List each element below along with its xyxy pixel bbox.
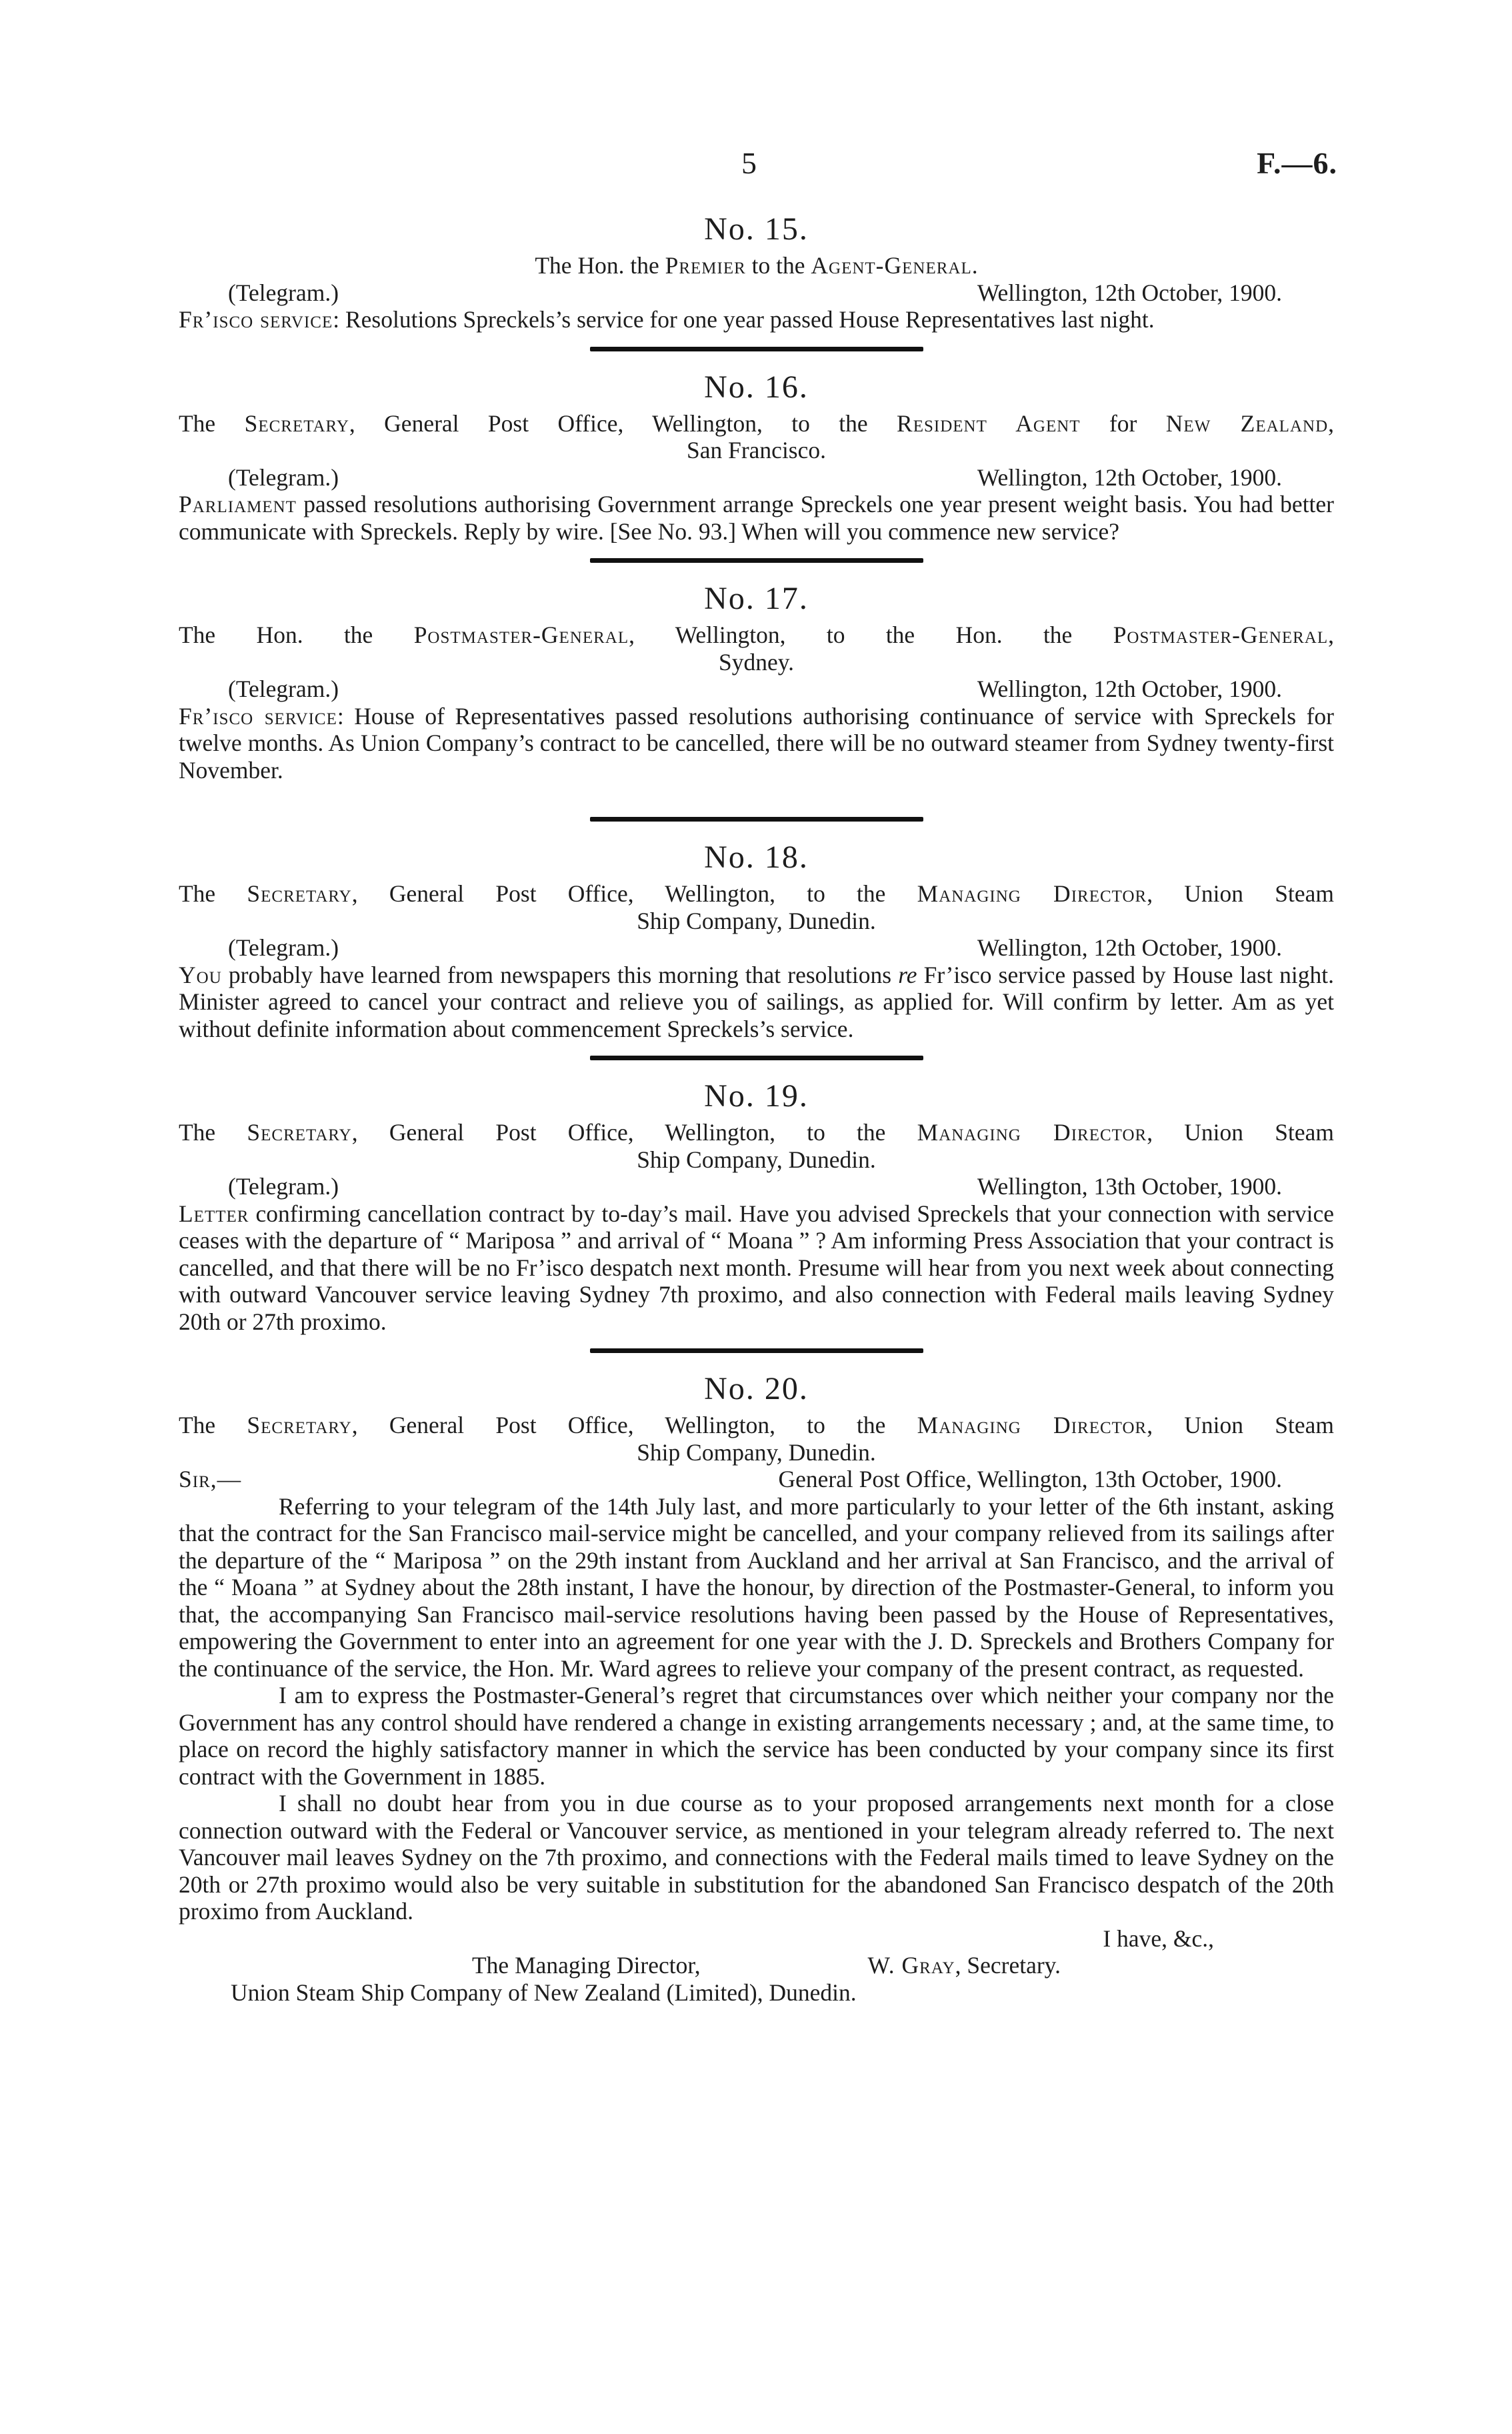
body-text: Fr’isco service passed by House last night. Minister agreed to cancel your contract and relieve you of sailings, as applied for. Will confirm by letter. Am as yet without definite information about commencement Spreckels’s service. — [179, 961, 1334, 1042]
page-number: 5 — [741, 146, 757, 180]
closing: I have, &c., — [1103, 1925, 1214, 1952]
route-line-continued: Sydney. — [718, 648, 795, 676]
section-divider — [590, 1348, 923, 1353]
salutation: Sir,— — [179, 1466, 242, 1492]
lead-word: You — [179, 961, 222, 988]
telegram-label: (Telegram.) — [228, 279, 339, 306]
route-line-continued: Ship Company, Dunedin. — [637, 1438, 876, 1466]
route-line: The Hon. the Postmaster-General, Wellington, to the Hon. the Postmaster-General, — [179, 622, 1334, 648]
telegram-body — [179, 962, 1334, 1043]
body-text: confirming cancellation contract by to-day’s mail. Have you advised Spreckels that your connection with service ceases with the departure of “ Mariposa ” and arrival of “ Moana ” ? Am informing Press Association that your contract is cancelled, and that there will be no Fr’isco despatch next month. Presume will hear from you next week about connecting with outward Vancouver service leaving Sydney 7th proximo, and also connection with Federal mails leaving Sydney 20th or 27th proximo. — [179, 1200, 1334, 1335]
body-text: probably have learned from newspapers this morning that resolutions — [221, 961, 899, 988]
section-number: No. 15. — [704, 211, 809, 247]
section-divider — [590, 1056, 923, 1060]
letter-meta — [179, 1466, 1334, 1493]
lead-word: Letter — [179, 1200, 249, 1227]
section-divider — [590, 558, 923, 563]
body-italic: re — [898, 961, 917, 988]
section-number: No. 17. — [704, 581, 809, 616]
body-text: : Resolutions Spreckels’s service for one year passed House Representatives last night. — [333, 306, 1155, 333]
telegram-body — [179, 703, 1334, 784]
telegram-body — [179, 1200, 1334, 1336]
dateline: Wellington, 12th October, 1900. — [977, 676, 1282, 702]
telegram-meta — [179, 676, 1334, 703]
dateline: Wellington, 12th October, 1900. — [977, 934, 1282, 961]
dateline: Wellington, 12th October, 1900. — [977, 463, 1282, 491]
telegram-body — [179, 306, 1334, 333]
route-line: The Hon. the Premier to the Agent-General. — [535, 252, 978, 279]
section-divider — [590, 347, 923, 351]
telegram-meta — [179, 934, 1334, 962]
section-no-15 — [179, 212, 1334, 333]
telegram-label: (Telegram.) — [228, 463, 339, 491]
section-divider — [590, 817, 923, 822]
signatory-title: , Secretary. — [955, 1952, 1061, 1979]
document-reference: F.—6. — [1257, 146, 1337, 180]
route-line-continued: Ship Company, Dunedin. — [637, 1146, 876, 1173]
route-line-continued: Ship Company, Dunedin. — [637, 907, 876, 934]
letter-paragraph: I am to express the Postmaster-General’s regret that circumstances over which neither your company nor the Government has any control should have rendered a change in existing arrangements necessary ; and, at the same time, to place on record the highly satisfactory manner in which the service has been conducted by your company since its first contract with the Government in 1885. — [179, 1682, 1334, 1790]
section-no-20 — [179, 1372, 1334, 2006]
section-no-17 — [179, 581, 1334, 784]
section-number: No. 20. — [704, 1371, 809, 1406]
lead-word: Parliament — [179, 491, 297, 517]
signatory — [868, 1952, 1334, 1979]
lead-word: Fr’isco service — [179, 702, 337, 730]
section-no-19 — [179, 1079, 1334, 1335]
section-no-18 — [179, 840, 1334, 1042]
body-text: passed resolutions authorising Government arrange Spreckels one year present weight basis. You had better communicate with Spreckels. Reply by wire. [See No. 93.] When will you commence new service? — [179, 491, 1334, 545]
route-line: The Secretary, General Post Office, Wellington, to the Managing Director, Union Steam — [179, 1119, 1334, 1146]
dateline: General Post Office, Wellington, 13th October, 1900. — [778, 1466, 1282, 1492]
address-line: Union Steam Ship Company of New Zealand (Limited), Dunedin. — [231, 1979, 857, 2006]
section-no-16 — [179, 370, 1334, 545]
route-line: The Secretary, General Post Office, Wellington, to the Managing Director, Union Steam — [179, 1412, 1334, 1438]
telegram-meta — [179, 464, 1334, 491]
dateline: Wellington, 13th October, 1900. — [977, 1173, 1282, 1200]
telegram-label: (Telegram.) — [228, 934, 339, 961]
telegram-meta — [179, 1173, 1334, 1200]
telegram-meta — [179, 279, 1334, 307]
body-text: : House of Representatives passed resolutions authorising continuance of service with Spreckels for twelve months. As Union Company’s contract to be cancelled, there will be no outward steamer from Sydney twenty-first November. — [179, 702, 1335, 784]
dateline: Wellington, 12th October, 1900. — [977, 279, 1282, 306]
closing-row — [179, 1925, 1334, 1953]
route-line-continued: San Francisco. — [686, 437, 826, 463]
addressee: The Managing Director, — [472, 1952, 701, 1979]
section-number: No. 18. — [704, 840, 809, 875]
page-header — [0, 145, 1512, 192]
telegram-label: (Telegram.) — [228, 676, 339, 702]
route-line: The Secretary, General Post Office, Wellington, to the Resident Agent for New Zealand, — [179, 409, 1334, 437]
letter-paragraph: I shall no doubt hear from you in due course as to your proposed arrangements next month for a close connection outward with the Federal or Vancouver service, as mentioned in your telegram already referred to. The next Vancouver mail leaves Sydney on the 7th proximo, and connections with the Federal mails timed to leave Sydney on the 20th or 27th proximo would also be very suitable in substitution for the abandoned San Francisco despatch of the 20th proximo from Auckland. — [179, 1790, 1334, 1925]
telegram-label: (Telegram.) — [228, 1173, 339, 1200]
signature-row — [179, 1952, 1334, 1979]
route-line: The Secretary, General Post Office, Wellington, to the Managing Director, Union Steam — [179, 880, 1334, 907]
signatory-name: W. Gray — [867, 1952, 955, 1979]
letter-paragraph: Referring to your telegram of the 14th July last, and more particularly to your letter of the 6th instant, asking that the contract for the San Francisco mail-service might be cancelled, and your company relieved from its sailings after the departure of the “ Mariposa ” on the 29th instant from Auckland and her arrival at San Francisco, and the arrival of the “ Moana ” at Sydney about the 28th instant, I have the honour, by direction of the Postmaster-General, to inform you that, the accompanying San Francisco mail-service resolutions having been passed by the House of Representatives, empowering the Government to enter into an agreement for one year with the J. D. Spreckels and Brothers Company for the continuance of the service, the Hon. Mr. Ward agrees to relieve your company of the present contract, as requested. — [179, 1492, 1334, 1682]
section-number: No. 19. — [704, 1078, 809, 1114]
telegram-body — [179, 491, 1334, 545]
page-content — [179, 212, 1334, 2006]
section-number: No. 16. — [704, 369, 809, 405]
lead-word: Fr’isco service — [179, 306, 333, 333]
